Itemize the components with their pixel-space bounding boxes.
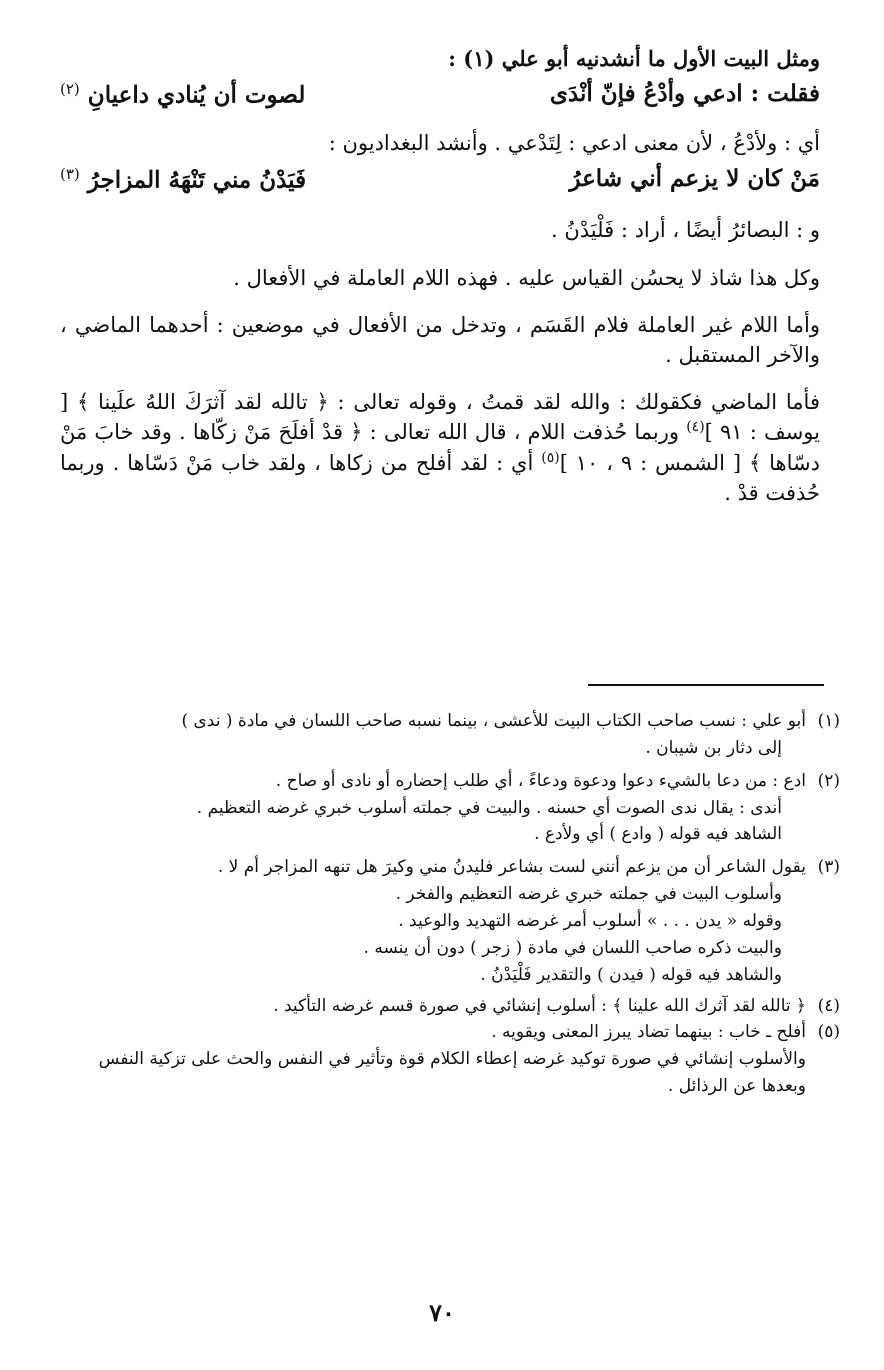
line-intro: ومثل البيت الأول ما أنشدنيه أبو علي (١) :	[448, 46, 820, 71]
paragraph-past-part-2: وربما حُذفت اللام ، قال الله تعالى : ﴿ قدْ أفلَحَ مَنْ زكّاها . وقد خابَ مَنْ دسّاها ﴾ [ الشمس : ٩ ، ١٠ ]	[60, 420, 820, 475]
verse-2-second-text: فَيَدْنُ مني تَنْهَهُ المزاجرُ	[87, 166, 307, 194]
footnote-line: أبو علي : نسب صاحب الكتاب البيت للأعشى ، بينما نسبه صاحب اللسان في مادة ( ندى )	[181, 711, 806, 731]
verse-2-second-hemistich	[60, 165, 306, 194]
paragraph-past-part-1: فأما الماضي فكقولك : والله لقد قمتُ ، وقوله تعالى : ﴿ تالله لقد آثرَكَ اللهُ علَينا ﴾ [ يوسف : ٩١ ]	[60, 389, 820, 445]
footnote-separator	[588, 684, 824, 686]
footnote-ref-5: (٥)	[541, 449, 560, 466]
footnote-5	[50, 1019, 840, 1100]
line-explanation: أي : ولأدْعُ ، لأن معنى ادعي : لِتَدْعي . وأنشد البغداديون :	[328, 131, 820, 156]
footnote-number: (٣)	[817, 857, 840, 878]
paragraph-past-part-3: أي : لقد أفلح من زكاها ، ولقد خاب مَنْ دَسّاها . وربما حُذفت قدْ .	[60, 450, 820, 505]
footnote-line: وأسلوب البيت في جملته خبري غرضه التعظيم والفخر .	[395, 884, 782, 905]
footnote-line: والبيت ذكره صاحب اللسان في مادة ( زجر ) دون أن ينسه .	[363, 937, 782, 958]
footnote-line: أندى : يقال ندى الصوت أي حسنه . والبيت في جملته أسلوب خبري غرضه التعظيم .	[196, 797, 782, 818]
footnote-ref-2: (٢)	[60, 80, 80, 99]
paragraph-oath-lam: وأما اللام غير العاملة فلام القَسَم ، وتدخل من الأفعال في موضعين : أحدهما الماضي ، والآخر المستقبل .	[60, 312, 820, 368]
footnote-ref-3: (٣)	[60, 164, 80, 183]
footnote-line: ﴿ تالله لقد آثرك الله علينا ﴾ : أسلوب إنشائي في صورة قسم غرضه التأكيد .	[273, 995, 806, 1016]
page-number: ٧٠	[429, 1298, 455, 1327]
footnote-line: الشاهد فيه قوله ( وادع ) أي ولأدع .	[534, 824, 782, 845]
footnote-number: (١)	[817, 711, 840, 731]
footnote-number: (٢)	[817, 770, 840, 791]
paragraph-past-tense	[60, 387, 820, 509]
verse-2	[60, 159, 820, 213]
footnote-3	[50, 854, 840, 988]
footnote-line: يقول الشاعر أن من يزعم أنني لست بشاعر فليدنُ مني وكيرَ هل تنهه المزاجر أم لا .	[217, 857, 806, 878]
footnote-number: (٤)	[817, 995, 840, 1016]
verse-1-second-hemistich	[60, 80, 305, 109]
verse-1-second-text: لصوت أن يُنادي داعيانِ	[87, 82, 306, 110]
footnote-1	[50, 708, 840, 762]
footnote-line: ادع : من دعا بالشيء دعوا ودعوة ودعاءً ، أي طلب إحضاره أو نادى أو صاح .	[275, 770, 806, 791]
line-rule-statement: وكل هذا شاذ لا يحسُن القياس عليه . فهذه اللام العاملة في الأفعال .	[233, 266, 820, 291]
footnote-2	[50, 768, 840, 849]
footnote-line: إلى دثار بن شيبان .	[645, 737, 782, 758]
footnotes	[50, 708, 840, 1100]
verse-1-first-hemistich: فقلت : ادعي وأدْعُ فإنّ أنْدَى	[549, 80, 820, 108]
footnote-ref-4: (٤)	[686, 419, 705, 436]
footnote-number: (٥)	[817, 1022, 840, 1043]
footnote-line: والأسلوب إنشائي في صورة توكيد غرضه إعطاء الكلام قوة وتأثير في النفس والحث على تزكية النفس وبعدها عن الرذائل .	[98, 1049, 806, 1097]
footnote-line: أفلح ـ خاب : بينهما تضاد يبرز المعنى ويقويه .	[491, 1022, 806, 1043]
verse-1	[60, 74, 820, 128]
footnote-line: وقوله « يدن . . . » أسلوب أمر غرضه التهديد والوعيد .	[398, 911, 782, 932]
footnote-line: والشاهد فيه قوله ( فيدن ) والتقدير فَلْيَدْنُ .	[480, 964, 782, 985]
verse-2-first-hemistich: مَنْ كان لا يزعم أني شاعرُ	[569, 164, 820, 192]
footnote-4	[50, 993, 840, 1020]
line-basaer: و : البصائرُ أيضًا ، أراد : فَلْيَدْنُ .	[551, 217, 820, 242]
main-text	[60, 40, 820, 508]
